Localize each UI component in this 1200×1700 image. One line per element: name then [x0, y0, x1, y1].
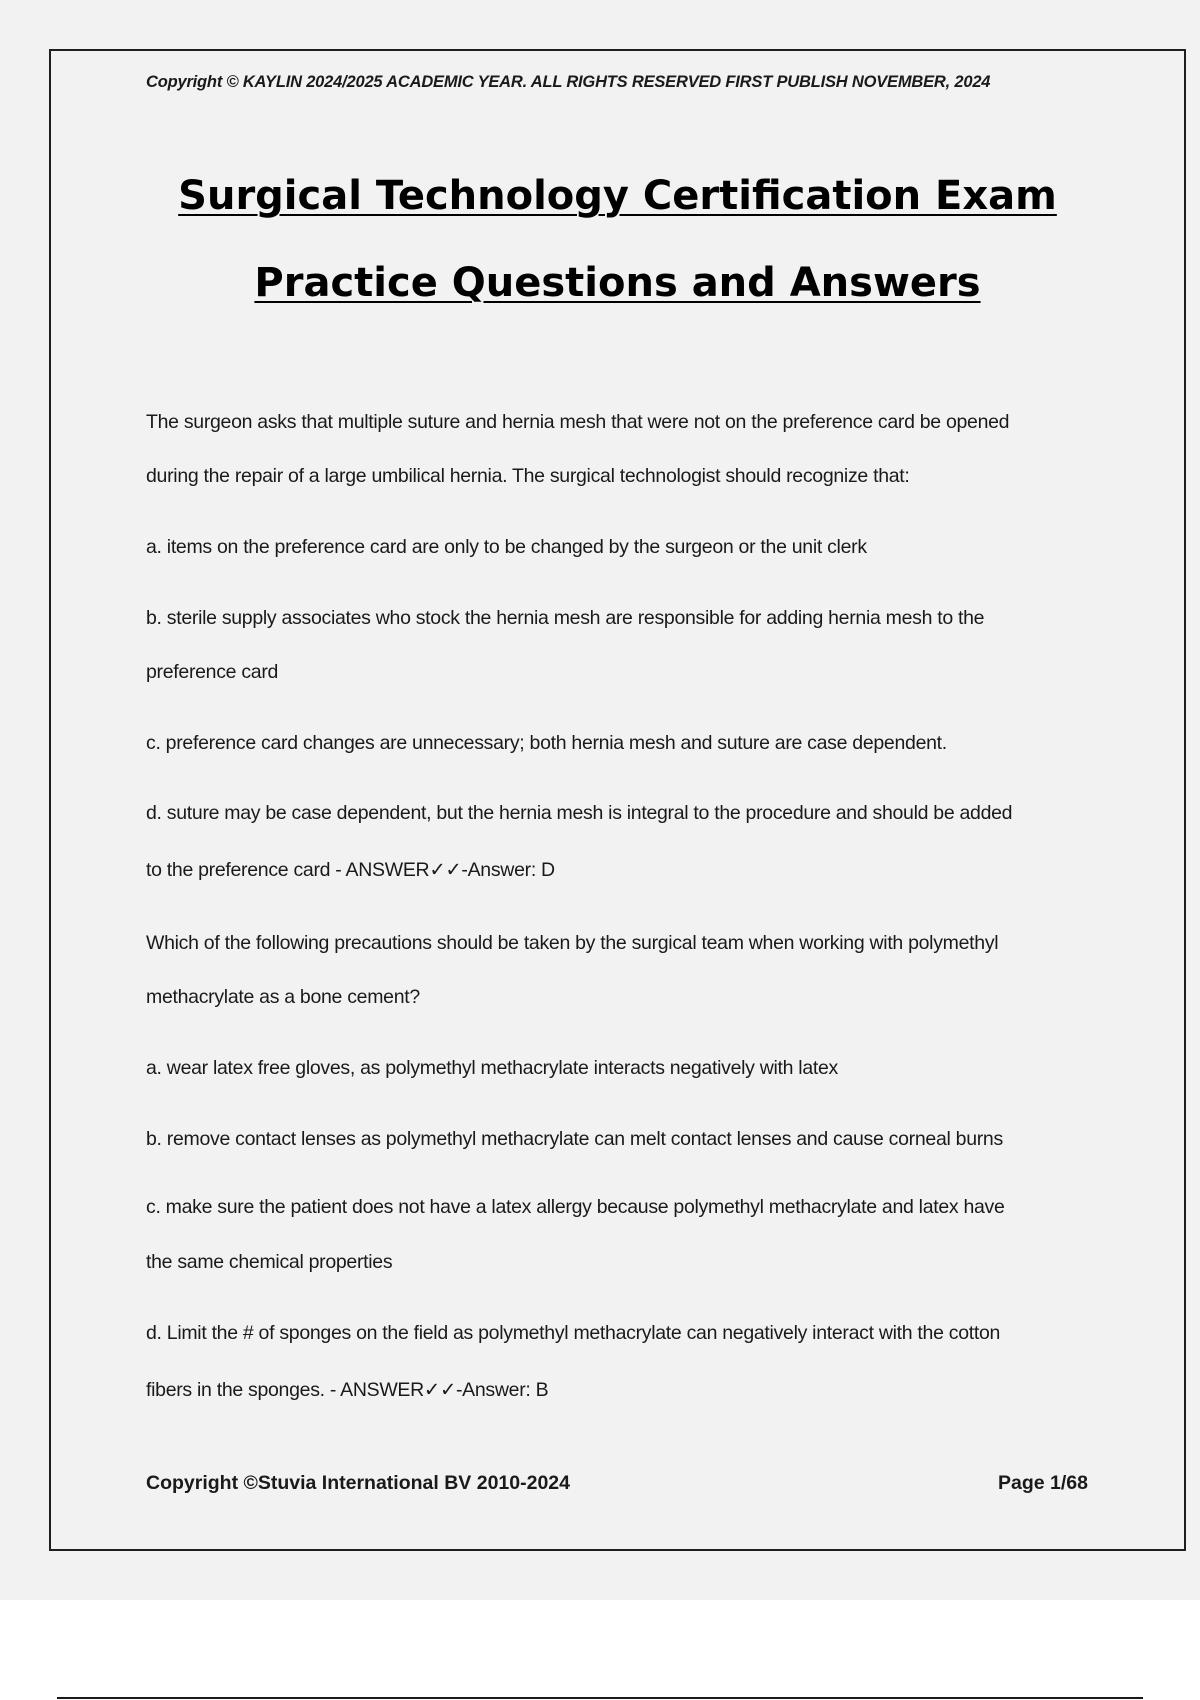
question-1-option-d-line-2: to the preference card - ANSWER✓✓-Answer: D	[146, 859, 555, 881]
document-title-line-2-text: Practice Questions and Answers	[254, 260, 981, 306]
question-1-option-d-line-1: d. suture may be case dependent, but the hernia mesh is integral to the procedure and should be added	[146, 802, 1013, 824]
bottom-divider	[57, 1697, 1143, 1699]
footer-copyright: Copyright ©Stuvia International BV 2010-2024	[146, 1472, 570, 1494]
question-1-option-a: a. items on the preference card are only to be changed by the surgeon or the unit clerk	[146, 536, 867, 558]
question-2-stem-line-1: Which of the following precautions should be taken by the surgical team when working with polymethyl	[146, 932, 999, 954]
question-1-option-c: c. preference card changes are unnecessary; both hernia mesh and suture are case dependent.	[146, 732, 947, 754]
question-1-stem-line-1: The surgeon asks that multiple suture and hernia mesh that were not on the preference card be opened	[146, 411, 1010, 433]
question-1-option-b-line-2: preference card	[146, 661, 279, 683]
question-2-option-b: b. remove contact lenses as polymethyl methacrylate can melt contact lenses and cause corneal burns	[146, 1128, 1003, 1150]
question-1-option-b-line-1: b. sterile supply associates who stock the hernia mesh are responsible for adding hernia mesh to the	[146, 607, 985, 629]
question-1-stem-line-2: during the repair of a large umbilical hernia. The surgical technologist should recognize that:	[146, 465, 910, 487]
question-2-option-a: a. wear latex free gloves, as polymethyl methacrylate interacts negatively with latex	[146, 1057, 839, 1079]
question-2-option-d-line-2: fibers in the sponges. - ANSWER✓✓-Answer: B	[146, 1379, 549, 1401]
question-2-option-c-line-1: c. make sure the patient does not have a latex allergy because polymethyl methacrylate and latex have	[146, 1196, 1005, 1218]
page-number: Page 1/68	[998, 1472, 1088, 1494]
question-2-option-d-line-1: d. Limit the # of sponges on the field as polymethyl methacrylate can negatively interact with the cotton	[146, 1322, 1001, 1344]
document-title-line-2	[0, 260, 1200, 306]
header-copyright: Copyright © KAYLIN 2024/2025 ACADEMIC YEAR. ALL RIGHTS RESERVED FIRST PUBLISH NOVEMBER, 2024	[146, 73, 991, 91]
question-2-option-c-line-2: the same chemical properties	[146, 1251, 393, 1273]
question-2-stem-line-2: methacrylate as a bone cement?	[146, 986, 420, 1008]
document-title-line-1-text: Surgical Technology Certification Exam	[178, 173, 1057, 219]
document-title-line-1	[0, 173, 1200, 219]
